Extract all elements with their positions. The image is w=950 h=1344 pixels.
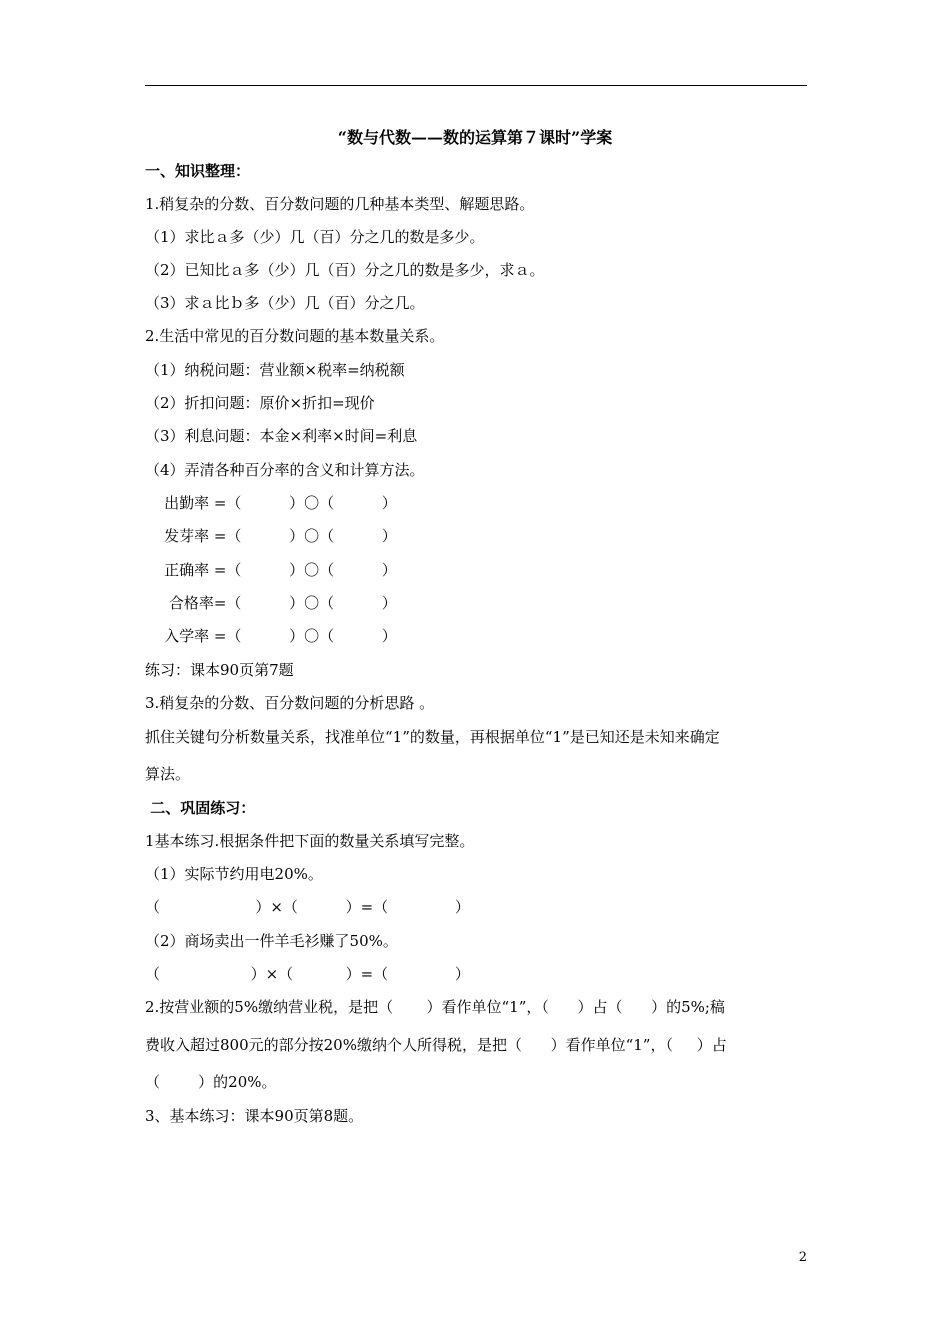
page-title: “数与代数——数的运算第７课时”学案 — [337, 128, 613, 147]
text-line: （2）已知比ａ多（少）几（百）分之几的数是多少，求ａ。 — [145, 261, 545, 279]
text-line: 抓住关键句分析数量关系，找准单位“1”的数量，再根据单位“1”是已知还是未知来确定 — [145, 728, 720, 746]
text-line: 3、基本练习：课本90页第8题。 — [145, 1107, 364, 1125]
section-heading: 二、巩固练习： — [145, 799, 256, 817]
text-line: 算法。 — [145, 765, 191, 783]
text-line: （ ）的20%。 — [145, 1073, 277, 1091]
text-line: 费收入超过800元的部分按20%缴纳个人所得税，是把（ ）看作单位“1”，（ ）占 — [145, 1036, 727, 1054]
formula-line: 合格率=（ ）〇（ ） — [145, 594, 397, 612]
header-rule — [145, 85, 807, 86]
formula-line: 发芽率 =（ ）〇（ ） — [145, 527, 397, 545]
text-line: （3）利息问题：本金×利率×时间=利息 — [145, 427, 418, 445]
text-line: （2）商场卖出一件羊毛衫赚了50%。 — [145, 932, 398, 950]
text-line: 2.按营业额的5%缴纳营业税，是把（ ）看作单位“1”，（ ）占（ ）的5%;稿 — [145, 998, 725, 1016]
text-line: 3.稍复杂的分数、百分数问题的分析思路 。 — [145, 694, 435, 712]
text-line: （2）折扣问题：原价×折扣=现价 — [145, 394, 375, 412]
text-line: （3）求ａ比ｂ多（少）几（百）分之几。 — [145, 294, 425, 312]
text-line: 练习：课本90页第7题 — [145, 661, 294, 679]
section-heading: 一、知识整理： — [145, 162, 251, 180]
blank-equation: （ ）×（ ）=（ ） — [145, 898, 470, 916]
text-line: 1.稍复杂的分数、百分数问题的几种基本类型、解题思路。 — [145, 195, 535, 213]
text-line: 1基本练习.根据条件把下面的数量关系填写完整。 — [145, 832, 475, 850]
page-number: 2 — [798, 1250, 807, 1265]
formula-line: 入学率 =（ ）〇（ ） — [145, 627, 397, 645]
text-line: （1）求比ａ多（少）几（百）分之几的数是多少。 — [145, 228, 485, 246]
blank-equation: （ ）×（ ）=（ ） — [145, 965, 470, 983]
formula-line: 正确率 =（ ）〇（ ） — [145, 561, 397, 579]
formula-line: 出勤率 =（ ）〇（ ） — [145, 494, 397, 512]
text-line: （1）纳税问题：营业额×税率=纳税额 — [145, 361, 405, 379]
text-line: 2.生活中常见的百分数问题的基本数量关系。 — [145, 327, 445, 345]
text-line: （4）弄清各种百分率的含义和计算方法。 — [145, 461, 425, 479]
text-line: （1）实际节约用电20%。 — [145, 865, 323, 883]
